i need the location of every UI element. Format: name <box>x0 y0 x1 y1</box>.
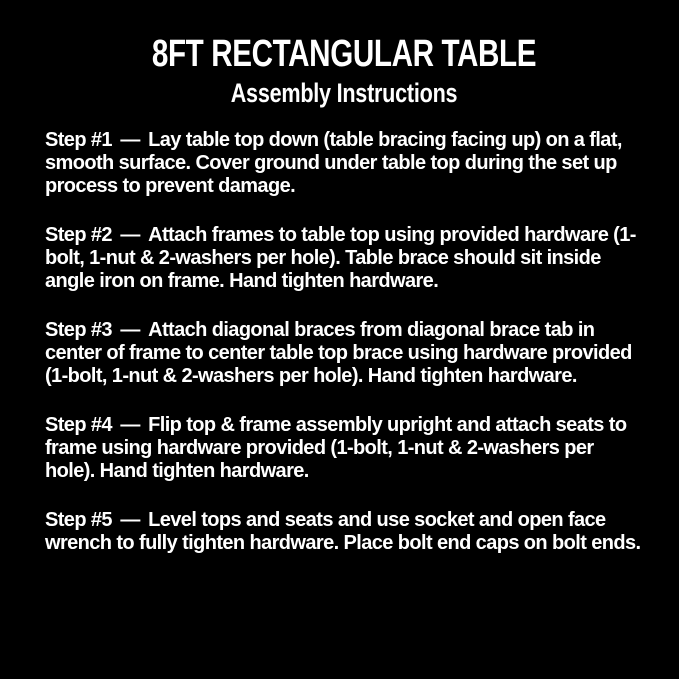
step-4-dash: — <box>120 413 140 436</box>
step-5-paragraph <box>45 509 643 555</box>
step-4-paragraph <box>45 414 643 483</box>
step-5-dash: — <box>120 508 140 531</box>
step-2-label: Step #2 <box>45 223 112 246</box>
step-1-label: Step #1 <box>45 128 112 151</box>
step-2-text: Attach frames to table top using provided hardware (1-bolt, 1-nut & 2-washers per hole). Table brace should sit inside angle iron on frame. Hand tighten hardware. <box>45 223 636 292</box>
step-3-paragraph <box>45 319 643 388</box>
step-3-label: Step #3 <box>45 318 112 341</box>
step-3-dash: — <box>120 318 140 341</box>
step-1-text: Lay table top down (table bracing facing up) on a flat, smooth surface. Cover ground under table top during the set up process to prevent damage. <box>45 128 622 197</box>
step-2-paragraph <box>45 224 643 293</box>
poster-header <box>45 34 643 109</box>
step-4-label: Step #4 <box>45 413 112 436</box>
step-5-label: Step #5 <box>45 508 112 531</box>
steps-section <box>45 129 643 555</box>
page-title: 8FT RECTANGULAR TABLE <box>151 33 537 75</box>
step-5-text: Level tops and seats and use socket and open face wrench to fully tighten hardware. Place bolt end caps on bolt ends. <box>45 508 641 554</box>
step-4-text: Flip top & frame assembly upright and attach seats to frame using hardware provided (1-bolt, 1-nut & 2-washers per hole). Hand tighten hardware. <box>45 413 627 482</box>
step-2-dash: — <box>120 223 140 246</box>
step-1-paragraph <box>45 129 643 198</box>
page-subtitle: Assembly Instructions <box>230 77 458 108</box>
step-3-text: Attach diagonal braces from diagonal brace tab in center of frame to center table top brace using hardware provided (1-bolt, 1-nut & 2-washers per hole). Hand tighten hardware. <box>45 318 632 387</box>
step-1-dash: — <box>120 128 140 151</box>
